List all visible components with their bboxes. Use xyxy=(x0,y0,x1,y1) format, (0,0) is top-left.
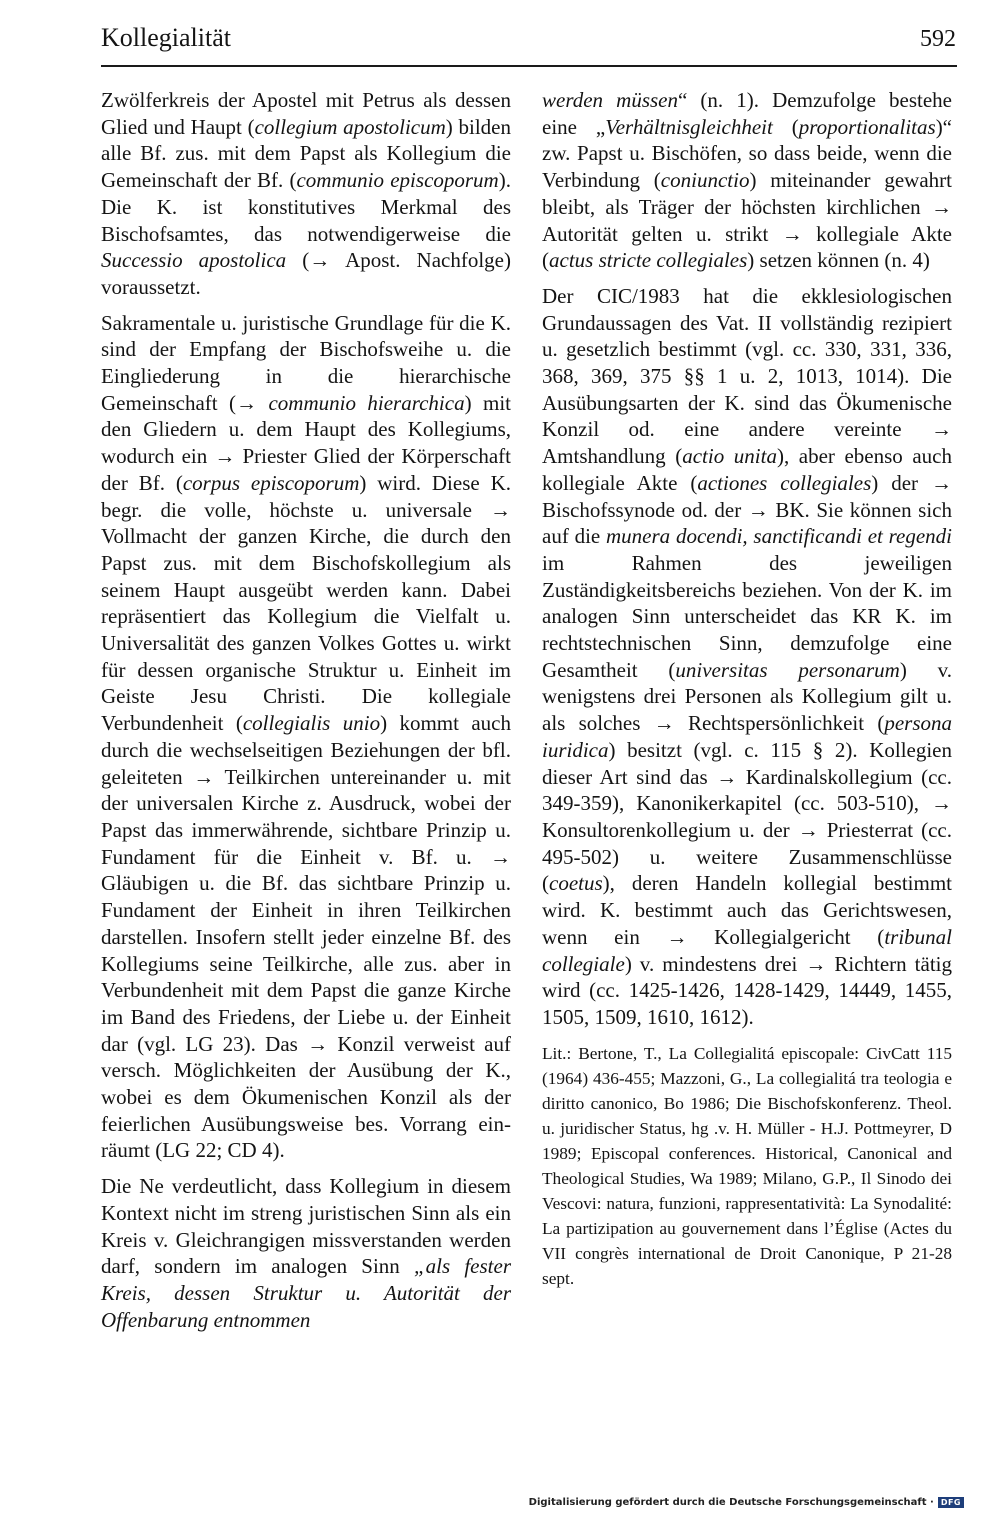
text-run: Successio apostolica xyxy=(101,248,287,273)
page-number: 592 xyxy=(920,26,956,52)
text-run: coniunctio xyxy=(660,168,750,193)
text-run: ) besitzt (vgl. c. 115 § 2). Kollegien dieser Art sind das → Kardinalskollegium (cc. 349-359), Kanonikerkapitel (cc. 503-510), → Konsultorenkollegium u. der → Priesterrat (cc. 495-502) u. weitere Zusammenschlüsse ( xyxy=(542,737,952,896)
text-run: actiones collegiales xyxy=(697,470,872,495)
text-run: ) kommt auch durch die wechselseitigen Beziehungen der bfl. geleiteten → Teilkirchen untereinander u. mit der universalen Kirche z. Ausdruck, wobei der Papst das immerwährende, sichtbare Prinzip u. Fundament für die Einheit v. Bf. u. → Gläubigen u. die Bf. das sichtbare Prinzip u. Fundament der Einheit in ihren Teilkirchen darstellen. Insofern stellt jeder einzelne Bf. des Kollegiums seine Teilkirche, alle zus. aber in Verbundenheit mit dem Papst die ganze Kirche im Band des Friedens, der Liebe u. der Einheit dar (vgl. LG 23). Das → Konzil verweist auf versch. Möglichkeiten der Ausübung der K., wobei es dem Ökumenischen Konzil als der feierlichen Ausübungsweise bes. Vorrang einräumt (LG 22; CD 4). xyxy=(101,711,511,1163)
text-run: ) der → Bischofssynode od. der → BK. Sie können sich auf die xyxy=(542,470,952,549)
paragraph xyxy=(542,283,952,1031)
page-title: Kollegialität xyxy=(101,23,231,52)
text-run: ) miteinander gewahrt bleibt, als Träger der höchsten kirchlichen → Autorität gelten u. strikt → kollegiale Akte ( xyxy=(542,168,952,273)
text-run: coetus xyxy=(549,871,603,896)
text-run: tribunal collegiale xyxy=(542,924,952,976)
text-run: „als fester Kreis, dessen Struktur u. Autorität der Offenbarung entnommen xyxy=(101,1254,511,1332)
paragraph xyxy=(101,1173,511,1333)
text-run: actus stricte collegiales xyxy=(549,248,748,273)
text-run: ), aber ebenso auch kollegiale Akte ( xyxy=(542,444,952,495)
dfg-logo: DFG xyxy=(938,1497,964,1508)
text-run: werden müssen xyxy=(542,88,678,112)
text-run: ). Die K. ist konstitutives Merkmal des Bischofsamtes, das notwendigerweise die xyxy=(101,168,511,246)
text-run: communio episcoporum xyxy=(296,168,499,193)
paragraph xyxy=(101,87,511,301)
text-run: proportionalitas xyxy=(798,114,936,139)
paragraph xyxy=(101,310,511,1165)
text-run: collegialis unio xyxy=(242,711,381,736)
text-run: ), deren Handeln kollegial bestimmt wird. K. bestimmt auch das Gerichtswesen, wenn ein → Kollegialgericht ( xyxy=(542,871,952,949)
text-run: (→ Apost. Nachfolge) voraussetzt. xyxy=(101,248,511,299)
text-run: corpus episcoporum xyxy=(182,470,360,495)
text-run: ) bilden alle Bf. zus. mit dem Papst als Kollegium die Gemeinschaft der Bf. ( xyxy=(101,114,511,193)
text-run: ) v. wenigstens drei Personen als Kollegium gilt u. als solches → Rechtspersönlichkeit ( xyxy=(542,657,952,736)
text-run: actio unita xyxy=(682,444,777,469)
header-divider xyxy=(101,65,957,67)
text-run: munera docendi, sanctificandi et regendi xyxy=(606,524,952,549)
text-run: “ (n. 1). Demzufolge bestehe eine „ xyxy=(542,88,952,139)
literature-paragraph: Lit.: Bertone, T., La Collegialitá episcopale: CivCatt 115 (1964) 436-455; Mazzoni, G., La collegialitá tra teologia e diritto canonico, Bo 1986; Die Bischofskonferenz. Theol. u. juridischer Status, hg .v. H. Müller - H.J. Pottmeyrer, D 1989; Episcopal conferences. Historical, Canonical and Theological Studies, Wa 1989; Milano, G.P., Il Sinodo dei Vescovi: natura, funzioni, rappresentatività: La Synodalité: La partizipation au gouvernement dans l’Église (Actes du VII congrès international de Droit Canonique, P 21-28 sept. xyxy=(542,1043,952,1288)
footer-credit xyxy=(529,1497,964,1508)
text-run: Zwölferkreis der Apostel mit Petrus als dessen Glied und Haupt ( xyxy=(101,88,511,139)
text-run: im Rahmen des jeweiligen Zuständigkeitsbereichs beziehen. Von der K. im analogen Sinn unterscheidet das KR K. im rechtstechnischen Sinn, demzufolge eine Gesamtheit ( xyxy=(542,550,952,682)
text-run: communio hierarchica xyxy=(268,390,465,415)
text-run: )“ zw. Papst u. Bischöfen, so dass beide, wenn die Verbindung ( xyxy=(542,114,953,193)
right-column xyxy=(542,87,952,1291)
text-run: ( xyxy=(772,114,799,139)
text-run: ) setzen können (n. 4) xyxy=(747,248,930,273)
text-run: Die Ne verdeutlicht, dass Kollegium in diesem Kontext nicht im streng juristischen Sinn als ein Kreis v. Gleichrangigen missverstanden werden darf, sondern im analogen Sinn xyxy=(101,1174,511,1279)
paragraph xyxy=(542,87,952,274)
text-run: collegium apostolicum xyxy=(254,114,446,139)
text-run: ) mit den Gliedern u. dem Haupt des Kollegiums, wodurch ein → Priester Glied der Körperschaft der Bf. ( xyxy=(101,390,511,495)
text-run: Sakramentale u. juristische Grundlage für die K. sind der Empfang der Bischofsweihe u. die Eingliederung in die hierarchische Gemeinschaft (→ xyxy=(101,310,511,415)
text-run: Verhältnisgleichheit xyxy=(605,114,773,139)
text-run: ) wird. Diese K. begr. die volle, höchste u. universale → Vollmacht der ganzen Kirche, die durch den Papst zus. mit dem Bischofskollegium als seinem Haupt ausgeübt werden kann. Dabei repräsentiert das Kollegium die Vielfalt u. Universalität des ganzen Volkes Gottes u. wirkt für dessen organische Struktur u. Einheit im Geiste Jesu Christi. Die kollegiale Verbundenheit ( xyxy=(101,470,511,736)
text-run: ) v. mindestens drei → Richtern tätig wird (cc. 1425-1426, 1428-1429, 14449, 1455, 1505, 1509, 1610, 1612). xyxy=(542,951,952,1029)
text-run: persona iuridica xyxy=(542,711,952,762)
text-run: universitas personarum xyxy=(675,657,900,682)
text-run: Der CIC/1983 hat die ekklesiologischen Grundaussagen des Vat. II vollständig rezipiert u. gesetzlich bestimmt (vgl. cc. 330, 331, 336, 368, 369, 375 §§ 1 u. 2, 1013, 1014). Die Ausübungsarten der K. sind das Ökumenische Konzil od. eine andere vereinte → Amtshandlung ( xyxy=(542,283,952,469)
footer-credit-text: Digitalisierung gefördert durch die Deutsche Forschungsgemeinschaft · xyxy=(528,1497,934,1508)
left-column xyxy=(101,87,511,1333)
